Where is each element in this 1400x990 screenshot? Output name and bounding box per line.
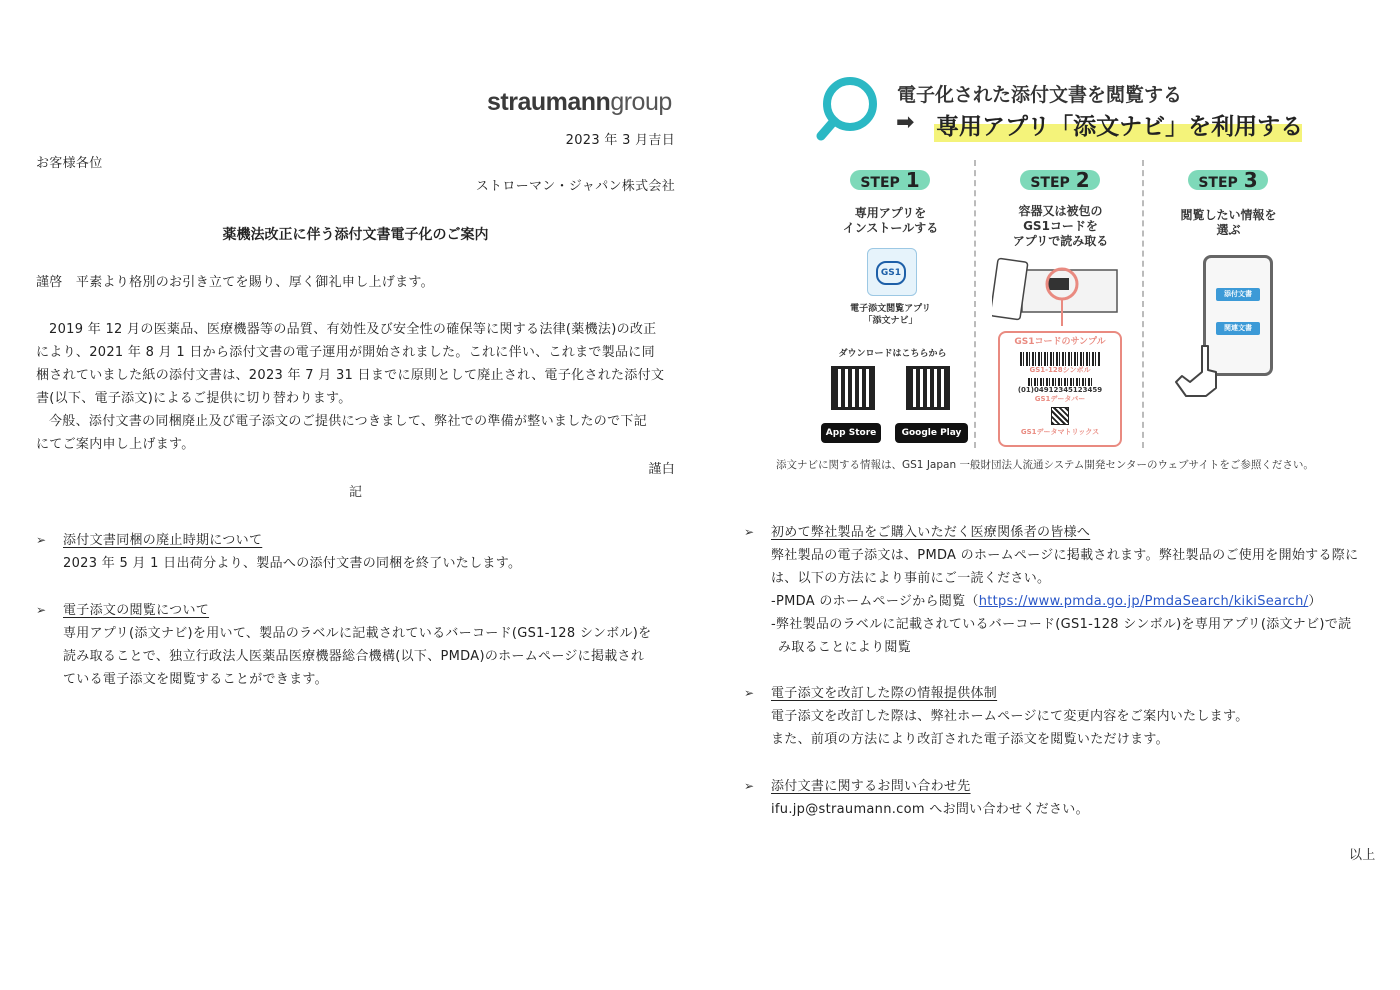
section-heading-discontinuation: 添付文書同梱の廃止時期について — [63, 533, 263, 548]
app-name-line: 「添文ナビ」 — [863, 316, 918, 326]
bullet-arrow-icon: ➢ — [744, 686, 755, 700]
step-text-line: インストールする — [842, 221, 939, 235]
pmda-prefix: -PMDA のホームページから閲覧（ — [771, 594, 979, 609]
headline-arrow-icon: ➡ — [896, 110, 915, 135]
section-heading-viewing: 電子添文の閲覧について — [63, 603, 210, 618]
letter-title: 薬機法改正に伴う添付文書電子化のご案内 — [222, 227, 489, 243]
step-3-text — [1156, 208, 1301, 238]
tenbun-navi-infographic — [748, 60, 1328, 471]
section-text-block — [63, 622, 688, 691]
section-text: 専用アプリ(添文ナビ)を用いて、製品のラベルに記載されているバーコード(GS1-128 シンボル)を — [63, 626, 652, 641]
pmda-search-link[interactable]: https://www.pmda.go.jp/PmdaSearch/kikiSearch/ — [978, 594, 1309, 609]
ki-mark: 記 — [349, 485, 363, 500]
section-text: 読み取ることで、独立行政法人医薬品医療機器総合機構(以下、PMDA)のホームページに掲載され — [63, 649, 645, 664]
step-3-badge — [1188, 170, 1268, 190]
step-2-text — [988, 204, 1133, 249]
para1-line: により、2021 年 8 月 1 日から添付文書の電子運用が開始されました。これに伴い、これまで製品に同 — [36, 345, 655, 360]
headline-1: 電子化された添付文書を閲覧する — [897, 84, 1183, 106]
paragraph-1 — [36, 318, 681, 456]
section-text: み取ることにより閲覧 — [778, 640, 912, 655]
phone-button-document: 添付文書 — [1216, 288, 1260, 301]
pmda-line — [771, 590, 1396, 613]
straumann-group-logo — [487, 88, 672, 117]
step-text-line: 専用アプリを — [854, 206, 927, 220]
bullet-arrow-icon: ➢ — [36, 533, 47, 547]
step-text-line: 容器又は被包の — [1018, 204, 1103, 218]
section-heading-revision: 電子添文を改訂した際の情報提供体制 — [771, 686, 998, 701]
magnifier-icon — [812, 76, 888, 142]
step-divider — [1142, 160, 1144, 448]
step-1-text — [818, 206, 963, 236]
step-number: 2 — [1075, 168, 1090, 192]
gs1-sample-card — [998, 331, 1122, 447]
sender-company: ストローマン・ジャパン株式会社 — [475, 179, 675, 194]
app-name — [828, 303, 953, 327]
headline-2: 専用アプリ「添文ナビ」を利用する — [936, 114, 1304, 140]
infographic-caption: 添文ナビに関する情報は、GS1 Japan 一般財団法人流通システム開発センターのウェブサイトをご参照ください。 — [776, 459, 1314, 471]
gs1-datamatrix-code — [1051, 407, 1069, 425]
section-text: は、以下の方法により事前にご一読ください。 — [771, 571, 1051, 586]
para2-line: 今般、添付文書の同梱廃止及び電子添文のご提供につきまして、弊社での準備が整いましたので下記 — [49, 414, 647, 429]
step-2-badge — [1020, 170, 1100, 190]
sample-label: GS1-128シンボル — [1029, 366, 1091, 374]
step-text-line: 閲覧したい情報を — [1180, 208, 1277, 222]
section-heading-first-purchase: 初めて弊社製品をご購入いただく医療関係者の皆様へ — [771, 525, 1091, 540]
phone-button-related: 関連文書 — [1216, 322, 1260, 335]
section-heading-inquiry: 添付文書に関するお問い合わせ先 — [771, 779, 971, 794]
app-name-line: 電子添文閲覧アプリ — [850, 304, 931, 314]
sample-number: (01)04912345123459 — [1017, 386, 1103, 394]
sample-label: GS1データマトリックス — [1020, 428, 1100, 436]
qr-code-app-store[interactable] — [831, 366, 875, 410]
section-text-block — [771, 705, 1249, 751]
qr-code-google-play[interactable] — [906, 366, 950, 410]
gs1-databar-barcode — [1028, 378, 1092, 386]
app-store-badge[interactable]: App Store — [821, 423, 881, 443]
step-label: STEP — [1198, 175, 1238, 191]
sample-label: GS1データバー — [1034, 395, 1086, 403]
inquiry-email-text: ifu.jp@straumann.com へお問い合わせください。 — [771, 802, 1089, 817]
step-number: 1 — [905, 168, 920, 192]
gs1-icon: GS1 — [876, 261, 906, 285]
section-text: ている電子添文を閲覧することができます。 — [63, 672, 328, 687]
sample-title: GS1コードのサンプル — [1014, 337, 1106, 347]
para1-line: 書(以下、電子添文)によるご提供に切り替わります。 — [36, 391, 352, 406]
section-text: -弊社製品のラベルに記載されているバーコード(GS1-128 シンボル)を専用アプリ(添文ナビ)で読 — [771, 617, 1352, 632]
para2-line: にてご案内申し上げます。 — [36, 437, 195, 452]
bullet-arrow-icon: ➢ — [744, 525, 755, 539]
section-text: 電子添文を改訂した際は、弊社ホームページにて変更内容をご案内いたします。 — [771, 709, 1249, 724]
step-label: STEP — [860, 175, 900, 191]
google-play-badge[interactable]: Google Play — [895, 423, 968, 443]
app-icon — [867, 248, 917, 296]
closing-kinpaku: 謹白 — [648, 462, 675, 477]
section-text-block — [771, 544, 1396, 659]
ijo-closing: 以上 — [1349, 848, 1376, 863]
pointing-hand-icon — [1172, 342, 1222, 397]
logo-light-text: group — [610, 88, 672, 116]
section-text: 2023 年 5 月 1 日出荷分より、製品への添付文書の同梱を終了いたします。 — [63, 556, 522, 571]
download-text: ダウンロードはこちらから — [838, 349, 947, 359]
step-number: 3 — [1243, 168, 1258, 192]
step-text-line: アプリで読み取る — [1012, 234, 1109, 248]
section-text: 弊社製品の電子添文は、PMDA のホームページに掲載されます。弊社製品のご使用を開始する際に — [771, 548, 1359, 563]
step-divider — [974, 160, 976, 448]
bullet-arrow-icon: ➢ — [744, 779, 755, 793]
greeting: 謹啓 平素より格別のお引き立てを賜り、厚く御礼申し上げます。 — [36, 275, 434, 290]
step-text-line: 選ぶ — [1216, 223, 1241, 237]
step-text-line: GS1コードを — [1023, 219, 1098, 233]
addressee: お客様各位 — [36, 156, 103, 171]
logo-bold-text: straumann — [487, 88, 611, 116]
bullet-arrow-icon: ➢ — [36, 603, 47, 617]
pmda-suffix: ） — [1308, 594, 1322, 609]
step-label: STEP — [1030, 175, 1070, 191]
para1-line: 梱されていました紙の添付文書は、2023 年 7 月 31 日までに原則として廃止され、電子化された添付文 — [36, 368, 665, 383]
letter-date: 2023 年 3 月吉日 — [565, 133, 675, 148]
gs1-128-barcode — [1020, 352, 1100, 366]
phone-scanning-box-illustration — [992, 256, 1122, 326]
section-text: また、前項の方法により改訂された電子添文を閲覧いただけます。 — [771, 732, 1169, 747]
para1-line: 2019 年 12 月の医薬品、医療機器等の品質、有効性及び安全性の確保等に関する法律(薬機法)の改正 — [49, 322, 657, 337]
step-1-badge — [850, 170, 930, 190]
